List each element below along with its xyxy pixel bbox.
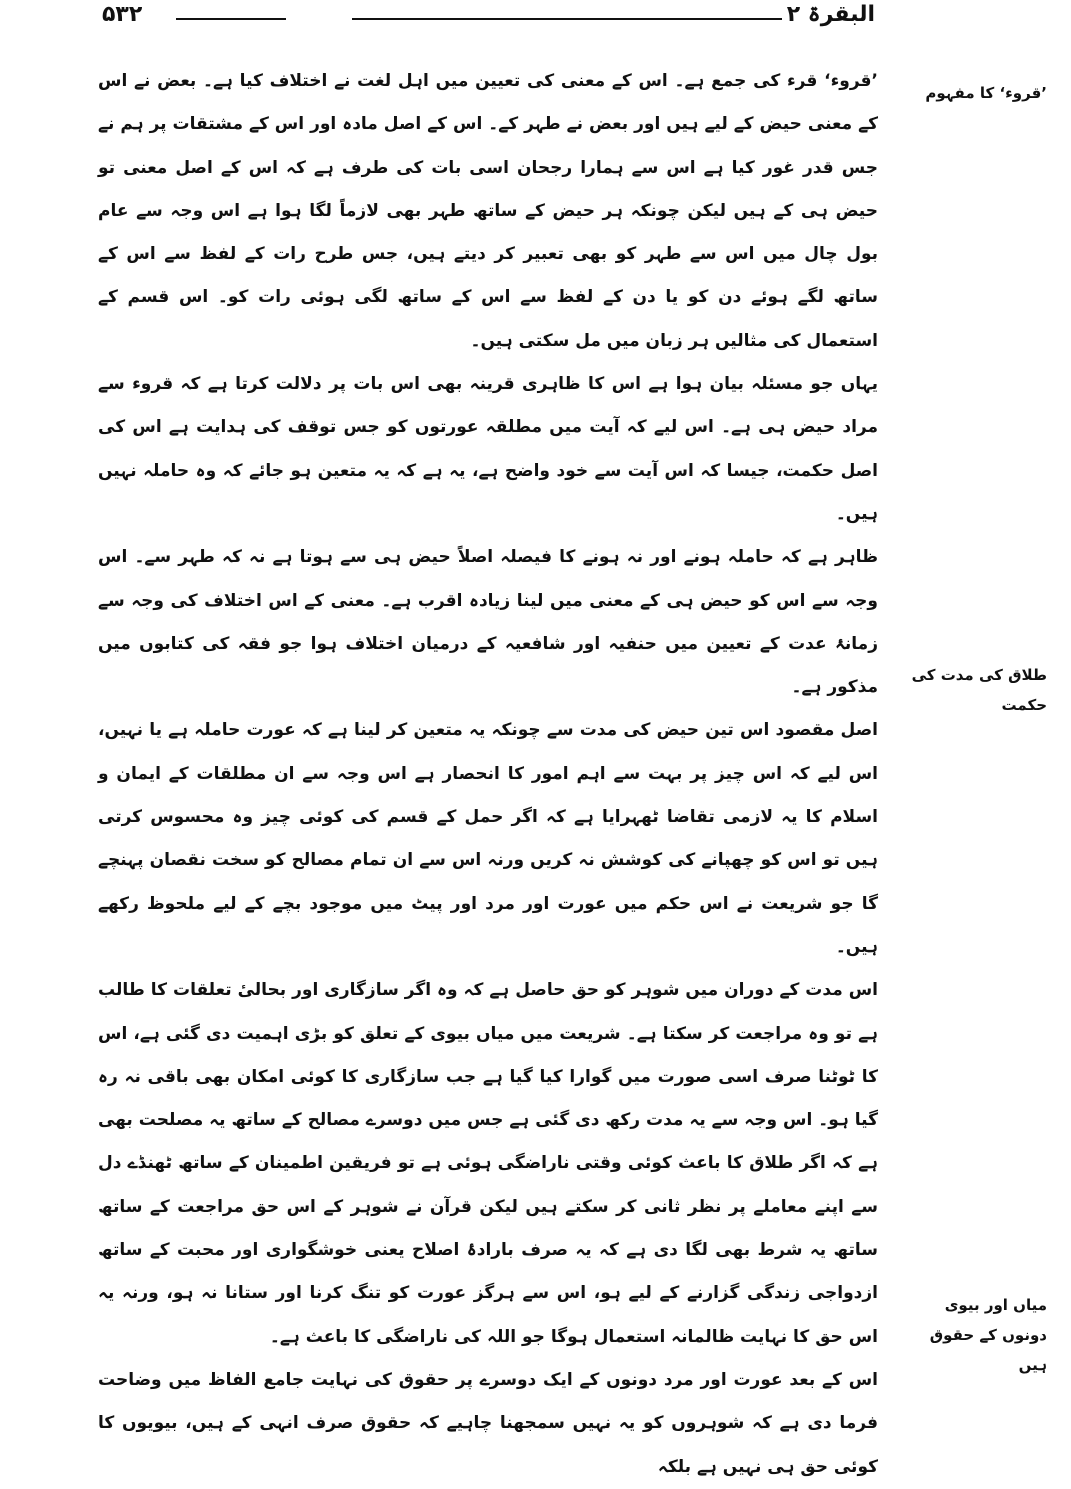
- paragraph: اس مدت کے دوران میں شوہر کو حق حاصل ہے کہ وہ اگر سازگاری اور بحالیٔ تعلقات کا طالب ہے تو وہ مراجعت کر سکتا ہے۔ شریعت میں میاں بیوی کے تعلق کو بڑی اہمیت دی گئی ہے، اس کا ٹوٹنا صرف اسی صورت میں گوارا کیا گیا ہے جب سازگاری کا کوئی امکان بھی باقی نہ رہ گیا ہو۔ اس وجہ سے یہ مدت رکھ دی گئی ہے جس میں دوسرے مصالح کے ساتھ یہ مصلحت بھی ہے کہ اگر طلاق کا باعث کوئی وقتی ناراضگی ہوئی ہے تو فریقین اطمینان کے ساتھ ٹھنڈے دل سے اپنے معاملے پر نظر ثانی کر سکتے ہیں لیکن قرآن نے شوہر کے اس حق مراجعت کے ساتھ ساتھ یہ شرط بھی لگا دی ہے کہ یہ صرف بارادۂ اصلاح یعنی خوشگواری اور محبت کے ساتھ ازدواجی زندگی گزارنے کے لیے ہو، اس سے ہرگز عورت کو تنگ کرنا اور ستانا نہ ہو، ورنہ یہ اس حق کا نہایت ظالمانہ استعمال ہوگا جو اللہ کی ناراضگی کا باعث ہے۔: [98, 980, 878, 1347]
- header-rule-middle: [352, 18, 782, 20]
- body-text: [98, 60, 878, 1477]
- margin-note-spouse-rights: میاں اور بیوی دونوں کے حقوق ہیں: [929, 1296, 1047, 1374]
- running-title: البقرۃ ۲: [786, 2, 875, 27]
- paragraph: ’قروء‘ قرء کی جمع ہے۔ اس کے معنی کی تعیین میں اہل لغت نے اختلاف کیا ہے۔ بعض نے اس کے معنی حیض کے لیے ہیں اور بعض نے طہر کے۔ اس کے اصل مادہ اور اس کے مشتقات پر ہم نے جس قدر غور کیا ہے اس سے ہمارا رجحان اسی بات کی طرف ہے کہ اس کے اصل معنی تو حیض ہی کے ہیں لیکن چونکہ ہر حیض کے ساتھ طہر بھی لازماً لگا ہوا ہے اس وجہ سے عام بول چال میں اس سے طہر کو بھی تعبیر کر دیتے ہیں، جس طرح رات کے لفظ سے اس کے ساتھ لگے ہوئے دن کو یا دن کے لفظ سے اس کے ساتھ لگی ہوئی رات کو۔ اس قسم کے استعمال کی مثالیں ہر زبان میں مل سکتی ہیں۔: [98, 71, 878, 351]
- paragraph: یہاں جو مسئلہ بیان ہوا ہے اس کا ظاہری قرینہ بھی اس بات پر دلالت کرتا ہے کہ قروء سے مراد حیض ہی ہے۔ اس لیے کہ آیت میں مطلقہ عورتوں کو جس توقف کی ہدایت ہے اس کی اصل حکمت، جیسا کہ اس آیت سے خود واضح ہے، یہ ہے کہ یہ متعین ہو جائے کہ وہ حاملہ نہیں ہیں۔: [98, 374, 878, 524]
- paragraph: ظاہر ہے کہ حاملہ ہونے اور نہ ہونے کا فیصلہ اصلاً حیض ہی سے ہوتا ہے نہ کہ طہر سے۔ اس وجہ سے اس کو حیض ہی کے معنی میں لینا زیادہ اقرب ہے۔ معنی کے اس اختلاف کی وجہ سے زمانۂ عدت کے تعیین میں حنفیہ اور شافعیہ کے درمیان اختلاف ہوا جو فقہ کی کتابوں میں مذکور ہے۔: [98, 547, 878, 698]
- margin-notes: [901, 0, 1071, 1386]
- margin-note-qurū: ’قروء‘ کا مفہوم: [925, 84, 1047, 102]
- paragraph: اصل مقصود اس تین حیض کی مدت سے چونکہ یہ متعین کر لینا ہے کہ عورت حاملہ ہے یا نہیں، اس لیے کہ اس چیز پر بہت سے اہم امور کا انحصار ہے اس وجہ سے ان مطلقات کے ایمان و اسلام کا یہ لازمی تقاضا ٹھہرایا ہے کہ اگر حمل کے قسم کی کوئی چیز وہ محسوس کرتی ہیں تو اس کو چھپانے کی کوشش نہ کریں ورنہ اس سے ان تمام مصالح کو سخت نقصان پہنچے گا جو شریعت نے اس حکم میں عورت اور مرد اور پیٹ میں موجود بچے کے لیے ملحوظ رکھے ہیں۔: [98, 720, 878, 957]
- page-number: ۵۳۲: [102, 2, 143, 27]
- header-rule-left: [176, 18, 286, 20]
- margin-note-iddat-wisdom: طلاق کی مدت کی حکمت: [911, 666, 1047, 714]
- paragraph: اس کے بعد عورت اور مرد دونوں کے ایک دوسرے پر حقوق کی نہایت جامع الفاظ میں وضاحت فرما دی ہے کہ شوہروں کو یہ نہیں سمجھنا چاہیے کہ حقوق صرف انہی کے ہیں، بیویوں کا کوئی حق ہی نہیں ہے بلکہ: [98, 1369, 878, 1477]
